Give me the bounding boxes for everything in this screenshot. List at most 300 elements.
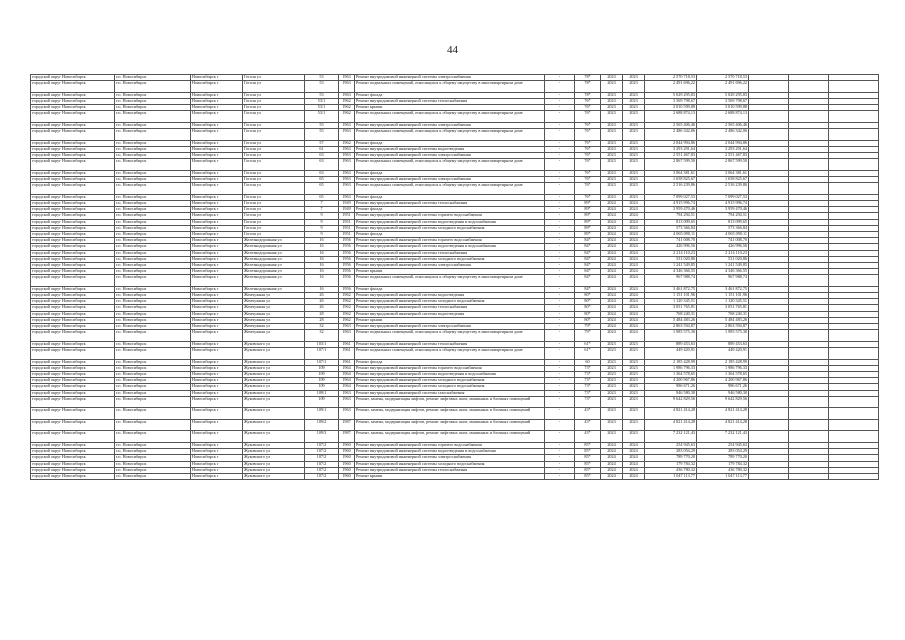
end-year-cell: 2024 [623, 219, 645, 225]
cost-cell: 768 240,31 [645, 311, 697, 317]
municipality-cell: городской округ Новосибирск [31, 455, 115, 461]
dash-cell: - [545, 98, 575, 104]
street-cell: Жемчужная ул [243, 293, 305, 299]
total-cost-cell: 2 486 342,06 [697, 129, 749, 141]
municipality-cell: городской округ Новосибирск [31, 256, 115, 262]
street-cell: Гоголя ул [243, 225, 305, 231]
street-cell: Гоголя ул [243, 105, 305, 111]
extra-cell-2 [789, 431, 829, 443]
dash-cell: - [545, 347, 575, 359]
house-cell: 109/1 [305, 408, 339, 420]
work-type-cell: Ремонт внутридомовой инженерной системы холодного водоснабжения [355, 461, 545, 467]
total-cost-cell: 436 780,32 [697, 467, 749, 473]
work-type-cell: Ремонт крыши [355, 105, 545, 111]
work-type-cell: Ремонт внутридомовой инженерной системы водоотведения и водоснабжения [355, 449, 545, 455]
wear-cell: 84* [575, 244, 601, 250]
wear-cell: 85* [575, 455, 601, 461]
wear-cell: 76* [575, 98, 601, 104]
settlement-cell: г.п. Новосибирск [115, 111, 191, 123]
street-cell: Жуковского ул [243, 443, 305, 449]
end-year-cell: 2023 [623, 129, 645, 141]
dash-cell: - [545, 443, 575, 449]
end-year-cell: 2024 [623, 293, 645, 299]
municipality-cell: городской округ Новосибирск [31, 159, 115, 171]
dash-cell: - [545, 122, 575, 128]
cost-cell: 4 915 996,74 [645, 201, 697, 207]
start-year-cell: 2023 [601, 105, 623, 111]
city-cell: Новосибирск г [191, 419, 243, 431]
extra-cell-3 [829, 129, 879, 141]
end-year-cell: 2024 [623, 244, 645, 250]
year-cell: 1963 [339, 390, 355, 396]
extra-cell-1 [749, 275, 789, 287]
street-cell: Гоголя ул [243, 98, 305, 104]
municipality-cell: городской округ Новосибирск [31, 347, 115, 359]
cost-cell: 1 151 101,96 [645, 293, 697, 299]
settlement-cell: г.п. Новосибирск [115, 146, 191, 152]
end-year-cell: 2024 [623, 455, 645, 461]
year-cell: 1961 [339, 359, 355, 365]
city-cell: Новосибирск г [191, 449, 243, 455]
wear-cell: 76* [575, 111, 601, 123]
end-year-cell: 2024 [623, 299, 645, 305]
extra-cell-1 [749, 396, 789, 408]
extra-cell-1 [749, 408, 789, 420]
cost-cell: 3 959 470,46 [645, 207, 697, 213]
work-type-cell: Ремонт подвальных помещений, относящихся к общему имуществу в многоквартирном доме [355, 347, 545, 359]
wear-cell: 84* [575, 262, 601, 268]
work-type-cell: Ремонт внутридомовой инженерной системы водоотведения и водоснабжения [355, 219, 545, 225]
cost-cell: 1 658 825,67 [645, 177, 697, 183]
city-cell: Новосибирск г [191, 275, 243, 287]
municipality-cell: городской округ Новосибирск [31, 92, 115, 98]
city-cell: Новосибирск г [191, 317, 243, 323]
cost-cell: 2 185 428,99 [645, 359, 697, 365]
house-cell: 7 [305, 201, 339, 207]
dash-cell: - [545, 359, 575, 365]
end-year-cell: 2023 [623, 431, 645, 443]
start-year-cell: 2023 [601, 75, 623, 81]
settlement-cell: г.п. Новосибирск [115, 371, 191, 377]
end-year-cell: 2024 [623, 201, 645, 207]
street-cell: Жуковского ул [243, 419, 305, 431]
extra-cell-3 [829, 408, 879, 420]
total-cost-cell: 794 294,51 [697, 213, 749, 219]
city-cell: Новосибирск г [191, 177, 243, 183]
municipality-cell: городской округ Новосибирск [31, 231, 115, 237]
cost-cell: 4 346 366,55 [645, 269, 697, 275]
start-year-cell: 2023 [601, 177, 623, 183]
wear-cell: 85* [575, 449, 601, 455]
dash-cell: - [545, 183, 575, 195]
total-cost-cell: 813 099,65 [697, 219, 749, 225]
house-cell: 32 [305, 330, 339, 342]
wear-cell: 84* [575, 256, 601, 262]
wear-cell: 78* [575, 81, 601, 93]
wear-cell: 43* [575, 419, 601, 431]
end-year-cell: 2024 [623, 461, 645, 467]
city-cell: Новосибирск г [191, 105, 243, 111]
cost-cell: 2 044 994,86 [645, 140, 697, 146]
municipality-cell: городской округ Новосибирск [31, 330, 115, 342]
total-cost-cell: 2 516 239,86 [697, 183, 749, 195]
settlement-cell: г.п. Новосибирск [115, 396, 191, 408]
start-year-cell: 2024 [601, 250, 623, 256]
cost-cell: 449 420,91 [645, 347, 697, 359]
end-year-cell: 2024 [623, 305, 645, 311]
cost-cell: 2 867 599,50 [645, 159, 697, 171]
total-cost-cell: 2 551 467,83 [697, 153, 749, 159]
settlement-cell: г.п. Новосибирск [115, 256, 191, 262]
total-cost-cell: 967 988,74 [697, 275, 749, 287]
city-cell: Новосибирск г [191, 299, 243, 305]
wear-cell: 80* [575, 311, 601, 317]
street-cell: Гоголя ул [243, 146, 305, 152]
work-type-cell: Ремонт внутридомовой инженерной системы водоотведения и водоснабжения [355, 244, 545, 250]
wear-cell: 84* [575, 269, 601, 275]
work-type-cell: Ремонт фасада [355, 92, 545, 98]
work-type-cell: Ремонт внутридомовой инженерной системы электроснабжения [355, 122, 545, 128]
cost-cell: 813 099,65 [645, 219, 697, 225]
start-year-cell: 2024 [601, 207, 623, 213]
house-cell: 16 [305, 262, 339, 268]
settlement-cell: г.п. Новосибирск [115, 305, 191, 311]
house-cell: 107/2 [305, 455, 339, 461]
page-number: 44 [447, 44, 458, 56]
total-cost-cell: 5 029 295,83 [697, 92, 749, 98]
year-cell: 1987 [339, 431, 355, 443]
wear-cell: 89* [575, 207, 601, 213]
wear-cell: 85* [575, 443, 601, 449]
house-cell: 16 [305, 250, 339, 256]
start-year-cell: 2023 [601, 431, 623, 443]
house-cell: 16 [305, 256, 339, 262]
extra-cell-2 [789, 159, 829, 171]
start-year-cell: 2024 [601, 201, 623, 207]
street-cell: Жуковского ул [243, 365, 305, 371]
year-cell: 1963 [339, 81, 355, 93]
extra-cell-2 [789, 347, 829, 359]
total-cost-cell: 1 986 796,33 [697, 365, 749, 371]
municipality-cell: городской округ Новосибирск [31, 305, 115, 311]
start-year-cell: 2023 [601, 170, 623, 176]
city-cell: Новосибирск г [191, 207, 243, 213]
start-year-cell: 2024 [601, 443, 623, 449]
dash-cell: - [545, 299, 575, 305]
year-cell: 1962 [339, 317, 355, 323]
work-type-cell: Ремонт, замена, модернизация лифтов, ремонт лифтовых шахт, машинных и блочных помещений [355, 408, 545, 420]
table-row [31, 330, 879, 342]
cost-cell: 2 214 110,23 [645, 250, 697, 256]
wear-cell: 89* [575, 219, 601, 225]
end-year-cell: 2024 [623, 231, 645, 237]
dash-cell: - [545, 467, 575, 473]
total-cost-cell: 986 671,26 [697, 384, 749, 390]
end-year-cell: 2024 [623, 238, 645, 244]
extra-cell-1 [749, 330, 789, 342]
year-cell: 1962 [339, 98, 355, 104]
start-year-cell: 2023 [601, 122, 623, 128]
extra-cell-1 [749, 129, 789, 141]
year-cell: 1964 [339, 371, 355, 377]
year-cell: 1951 [339, 231, 355, 237]
year-cell: 1963 [339, 408, 355, 420]
year-cell: 1963 [339, 122, 355, 128]
cost-cell: 426 996,56 [645, 244, 697, 250]
work-type-cell: Ремонт подвальных помещений, относящихся к общему имуществу в многоквартирном доме [355, 159, 545, 171]
city-cell: Новосибирск г [191, 408, 243, 420]
cost-cell: 794 294,51 [645, 213, 697, 219]
end-year-cell: 2023 [623, 75, 645, 81]
total-cost-cell: 946 580,30 [697, 390, 749, 396]
start-year-cell: 2023 [601, 146, 623, 152]
end-year-cell: 2024 [623, 275, 645, 287]
total-cost-cell: 2 688 874,13 [697, 111, 749, 123]
dash-cell: - [545, 262, 575, 268]
work-type-cell: Ремонт внутридомовой инженерной системы холодного водоснабжения [355, 299, 545, 305]
municipality-cell: городской округ Новосибирск [31, 269, 115, 275]
total-cost-cell: 5 484 483,26 [697, 317, 749, 323]
start-year-cell: 2024 [601, 299, 623, 305]
settlement-cell: г.п. Новосибирск [115, 293, 191, 299]
extra-cell-3 [829, 111, 879, 123]
dash-cell: - [545, 201, 575, 207]
city-cell: Новосибирск г [191, 111, 243, 123]
start-year-cell: 2023 [601, 341, 623, 347]
street-cell: Жуковского ул [243, 455, 305, 461]
wear-cell: 43* [575, 408, 601, 420]
start-year-cell: 2023 [601, 159, 623, 171]
settlement-cell: г.п. Новосибирск [115, 365, 191, 371]
street-cell: Гоголя ул [243, 207, 305, 213]
municipality-cell: городской округ Новосибирск [31, 194, 115, 200]
extra-cell-3 [829, 431, 879, 443]
city-cell: Новосибирск г [191, 146, 243, 152]
work-type-cell: Ремонт внутридомовой инженерной системы водоотведения и водоснабжения [355, 371, 545, 377]
house-cell: 9 [305, 231, 339, 237]
work-type-cell: Ремонт внутридомовой инженерной системы водоотведения [355, 146, 545, 152]
dash-cell: - [545, 371, 575, 377]
city-cell: Новосибирск г [191, 461, 243, 467]
dash-cell: - [545, 305, 575, 311]
dash-cell: - [545, 213, 575, 219]
end-year-cell: 2023 [623, 81, 645, 93]
wear-cell: 84* [575, 238, 601, 244]
wear-cell: 84* [575, 286, 601, 292]
settlement-cell: г.п. Новосибирск [115, 299, 191, 305]
settlement-cell: г.п. Новосибирск [115, 250, 191, 256]
work-type-cell: Ремонт крыши [355, 317, 545, 323]
house-cell: 109/2 [305, 419, 339, 431]
city-cell: Новосибирск г [191, 390, 243, 396]
total-cost-cell: 1 151 101,96 [697, 293, 749, 299]
year-cell: 1963 [339, 159, 355, 171]
end-year-cell: 2024 [623, 256, 645, 262]
extra-cell-1 [749, 183, 789, 195]
municipality-cell: городской округ Новосибирск [31, 170, 115, 176]
work-type-cell: Ремонт подвальных помещений, относящихся к общему имуществу в многоквартирном доме [355, 129, 545, 141]
city-cell: Новосибирск г [191, 238, 243, 244]
cost-cell: 2 551 467,83 [645, 153, 697, 159]
dash-cell: - [545, 92, 575, 98]
end-year-cell: 2023 [623, 341, 645, 347]
city-cell: Новосибирск г [191, 140, 243, 146]
street-cell: Жемчужная ул [243, 311, 305, 317]
settlement-cell: г.п. Новосибирск [115, 170, 191, 176]
total-cost-cell: 3 461 872,75 [697, 286, 749, 292]
total-cost-cell: 2 214 110,23 [697, 250, 749, 256]
house-cell: 16 [305, 269, 339, 275]
house-cell: 109 [305, 384, 339, 390]
end-year-cell: 2023 [623, 140, 645, 146]
year-cell: 1964 [339, 365, 355, 371]
house-cell: 107/2 [305, 474, 339, 480]
street-cell: Гоголя ул [243, 81, 305, 93]
cost-cell: 2 486 342,06 [645, 129, 697, 141]
dash-cell: - [545, 219, 575, 225]
wear-cell: 78* [575, 92, 601, 98]
city-cell: Новосибирск г [191, 75, 243, 81]
street-cell: Гоголя ул [243, 219, 305, 225]
house-cell: 65 [305, 194, 339, 200]
settlement-cell: г.п. Новосибирск [115, 207, 191, 213]
municipality-cell: городской округ Новосибирск [31, 365, 115, 371]
settlement-cell: г.п. Новосибирск [115, 324, 191, 330]
end-year-cell: 2024 [623, 250, 645, 256]
street-cell: Гоголя ул [243, 201, 305, 207]
dash-cell: - [545, 275, 575, 287]
street-cell: Железнодорожная ул [243, 275, 305, 287]
street-cell: Жуковского ул [243, 359, 305, 365]
street-cell: Гоголя ул [243, 183, 305, 195]
start-year-cell: 2023 [601, 111, 623, 123]
house-cell: 63 [305, 170, 339, 176]
city-cell: Новосибирск г [191, 359, 243, 365]
end-year-cell: 2023 [623, 347, 645, 359]
year-cell: 1960 [339, 449, 355, 455]
work-type-cell: Ремонт подвальных помещений, относящихся к общему имуществу в многоквартирном доме [355, 81, 545, 93]
end-year-cell: 2023 [623, 359, 645, 365]
cost-cell: 5 029 295,83 [645, 92, 697, 98]
year-cell: 1949 [339, 207, 355, 213]
city-cell: Новосибирск г [191, 371, 243, 377]
extra-cell-2 [789, 474, 829, 480]
settlement-cell: г.п. Новосибирск [115, 431, 191, 443]
street-cell: Жуковского ул [243, 467, 305, 473]
street-cell: Жуковского ул [243, 378, 305, 384]
cost-cell: 2 516 239,86 [645, 183, 697, 195]
total-cost-cell: 768 240,31 [697, 311, 749, 317]
extra-cell-3 [829, 275, 879, 287]
city-cell: Новосибирск г [191, 201, 243, 207]
street-cell: Жемчужная ул [243, 324, 305, 330]
end-year-cell: 2024 [623, 443, 645, 449]
house-cell: 9 [305, 213, 339, 219]
street-cell: Жуковского ул [243, 408, 305, 420]
city-cell: Новосибирск г [191, 384, 243, 390]
house-cell: 9 [305, 225, 339, 231]
extra-cell-2 [789, 396, 829, 408]
extra-cell-3 [829, 159, 879, 171]
total-cost-cell: 4 346 366,55 [697, 269, 749, 275]
street-cell: Железнодорожная ул [243, 262, 305, 268]
city-cell: Новосибирск г [191, 269, 243, 275]
total-cost-cell: 1 047 113,77 [697, 474, 749, 480]
year-cell: 1956 [339, 238, 355, 244]
municipality-cell: городской округ Новосибирск [31, 359, 115, 365]
table-row [31, 129, 879, 141]
house-cell: 65 [305, 183, 339, 195]
city-cell: Новосибирск г [191, 153, 243, 159]
year-cell: 1964 [339, 378, 355, 384]
year-cell: 1963 [339, 92, 355, 98]
street-cell: Жемчужная ул [243, 299, 305, 305]
extra-cell-1 [749, 347, 789, 359]
wear-cell: 73* [575, 384, 601, 390]
year-cell: 1962 [339, 140, 355, 146]
city-cell: Новосибирск г [191, 194, 243, 200]
cost-cell: 1 241 549,85 [645, 262, 697, 268]
cost-cell: 789 770,20 [645, 455, 697, 461]
year-cell: 1963 [339, 330, 355, 342]
city-cell: Новосибирск г [191, 159, 243, 171]
settlement-cell: г.п. Новосибирск [115, 347, 191, 359]
street-cell: Гоголя ул [243, 194, 305, 200]
house-cell: 26 [305, 293, 339, 299]
total-cost-cell: 4 065 090,11 [697, 231, 749, 237]
total-cost-cell: 3 293 291,64 [697, 146, 749, 152]
settlement-cell: г.п. Новосибирск [115, 81, 191, 93]
year-cell: 1962 [339, 293, 355, 299]
cost-cell: 2 570 718,53 [645, 75, 697, 81]
start-year-cell: 2023 [601, 129, 623, 141]
wear-cell: 89* [575, 231, 601, 237]
dash-cell: - [545, 341, 575, 347]
municipality-cell: городской округ Новосибирск [31, 449, 115, 455]
work-type-cell: Ремонт внутридомовой инженерной системы холодного водоснабжения [355, 384, 545, 390]
wear-cell: 61* [575, 341, 601, 347]
work-type-cell: Ремонт внутридомовой инженерной системы электроснабжения [355, 324, 545, 330]
start-year-cell: 2024 [601, 311, 623, 317]
house-cell: 107/2 [305, 449, 339, 455]
end-year-cell: 2024 [623, 262, 645, 268]
work-type-cell: Ремонт внутридомовой инженерной системы теплоснабжения [355, 467, 545, 473]
year-cell: 1956 [339, 262, 355, 268]
year-cell: 1962 [339, 311, 355, 317]
total-cost-cell: 1 658 825,67 [697, 177, 749, 183]
dash-cell: - [545, 384, 575, 390]
start-year-cell: 2023 [601, 98, 623, 104]
cost-cell: 2 491 696,22 [645, 81, 697, 93]
settlement-cell: г.п. Новосибирск [115, 443, 191, 449]
wear-cell: 76* [575, 153, 601, 159]
house-cell: 61 [305, 146, 339, 152]
settlement-cell: г.п. Новосибирск [115, 201, 191, 207]
wear-cell: 76* [575, 177, 601, 183]
start-year-cell: 2023 [601, 408, 623, 420]
house-cell: 53 [305, 75, 339, 81]
dash-cell: - [545, 146, 575, 152]
year-cell: 1951 [339, 213, 355, 219]
total-cost-cell: 3 010 599,88 [697, 105, 749, 111]
street-cell: Жемчужная ул [243, 330, 305, 342]
wear-cell: 76* [575, 170, 601, 176]
cost-cell: 283 054,29 [645, 449, 697, 455]
wear-cell: 85* [575, 467, 601, 473]
wear-cell: 60 [575, 359, 601, 365]
year-cell: 1963 [339, 129, 355, 141]
end-year-cell: 2023 [623, 146, 645, 152]
